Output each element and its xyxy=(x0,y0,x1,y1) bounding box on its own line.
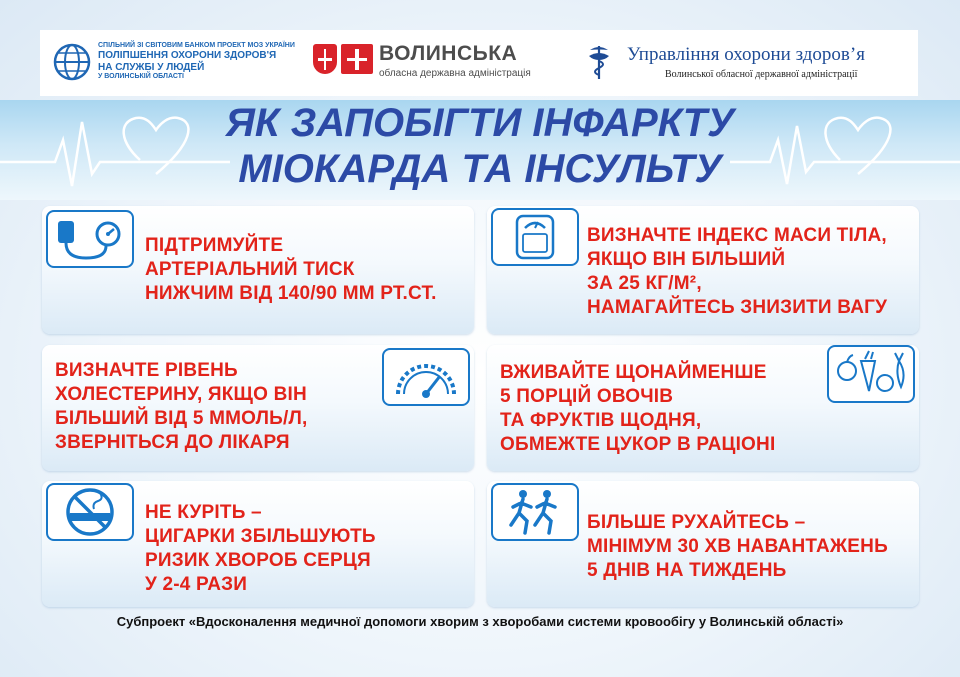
tip-line: МІНІМУМ 30 ХВ НАВАНТАЖЕНЬ xyxy=(587,536,888,557)
tip-card-cholesterol xyxy=(42,345,474,471)
tip-line: ОБМЕЖТЕ ЦУКОР В РАЦІОНІ xyxy=(500,434,776,455)
department-subtitle: Волинської обласної державної адміністрації xyxy=(665,69,858,80)
tip-text-vegetables xyxy=(500,361,775,457)
tip-line: 5 ПОРЦІЙ ОВОЧІВ xyxy=(500,386,674,407)
project-line-4: У ВОЛИНСЬКІЙ ОБЛАСТІ xyxy=(98,73,184,81)
tip-card-bmi xyxy=(487,206,919,334)
tip-card-smoking xyxy=(42,481,474,607)
page-title xyxy=(150,100,810,192)
administration-subtitle: обласна державна адміністрація xyxy=(379,68,531,79)
flag-cross-icon xyxy=(341,44,373,74)
department-title: Управління охорони здоров’я xyxy=(627,44,865,65)
project-line-1: СПІЛЬНИЙ ЗІ СВІТОВИМ БАНКОМ ПРОЕКТ МОЗ УКРАЇНИ xyxy=(98,42,295,49)
tip-line: У 2-4 РАЗИ xyxy=(145,574,248,595)
tip-text-blood-pressure xyxy=(145,234,437,306)
tip-text-cholesterol xyxy=(55,359,308,455)
blood-pressure-monitor-icon xyxy=(46,210,134,268)
tip-line: НАМАГАЙТЕСЬ ЗНИЗИТИ ВАГУ xyxy=(587,297,888,318)
tip-line: ХОЛЕСТЕРИНУ, ЯКЩО ВІН xyxy=(55,384,307,405)
coat-of-arms-icon xyxy=(313,44,337,74)
scale-icon xyxy=(491,208,579,266)
runners-icon xyxy=(491,483,579,541)
gauge-icon xyxy=(382,348,470,406)
world-bank-project-logo xyxy=(52,40,312,90)
health-department-logo xyxy=(585,44,915,88)
tip-line: ВИЗНАЧТЕ ІНДЕКС МАСИ ТІЛА, xyxy=(587,225,887,246)
tip-card-vegetables xyxy=(487,345,919,471)
tip-card-blood-pressure xyxy=(42,206,474,334)
subproject-footer: Субпроект «Вдосконалення медичної допомоги хворим з хворобами системи кровообігу у Волинській області» xyxy=(116,614,844,629)
caduceus-icon xyxy=(585,44,613,80)
tip-line: БІЛЬШИЙ ВІД 5 ММОЛЬ/Л, xyxy=(55,408,308,429)
header-logos xyxy=(40,30,918,96)
tip-line: ВЖИВАЙТЕ ЩОНАЙМЕНШЕ xyxy=(500,362,767,383)
volyn-administration-logo xyxy=(313,44,553,84)
administration-title: ВОЛИНСЬКА xyxy=(379,42,518,65)
tip-card-activity xyxy=(487,481,919,607)
tip-text-bmi xyxy=(587,224,887,320)
tip-line: ВИЗНАЧТЕ РІВЕНЬ xyxy=(55,360,238,381)
no-smoking-icon xyxy=(46,483,134,541)
project-name xyxy=(98,42,295,81)
tip-line: РИЗИК ХВОРОБ СЕРЦЯ xyxy=(145,550,371,571)
project-line-2: ПОЛІПШЕННЯ ОХОРОНИ ЗДОРОВ'Я xyxy=(98,50,277,62)
tip-line: ЗА 25 КГ/М², xyxy=(587,273,702,294)
project-line-3: НА СЛУЖБІ У ЛЮДЕЙ xyxy=(98,61,205,73)
fruits-vegetables-icon xyxy=(827,345,915,403)
tip-line: ЯКЩО ВІН БІЛЬШИЙ xyxy=(587,249,786,270)
tip-line: БІЛЬШЕ РУХАЙТЕСЬ – xyxy=(587,512,806,533)
tip-line: ТА ФРУКТІВ ЩОДНЯ, xyxy=(500,410,702,431)
title-line-2: МІОКАРДА ТА ІНСУЛЬТУ xyxy=(238,147,722,191)
tip-line: 5 ДНІВ НА ТИЖДЕНЬ xyxy=(587,560,787,581)
tip-line: ЗВЕРНІТЬСЯ ДО ЛІКАРЯ xyxy=(55,432,290,453)
title-line-1: ЯК ЗАПОБІГТИ ІНФАРКТУ xyxy=(225,101,735,145)
tip-line: ЦИГАРКИ ЗБІЛЬШУЮТЬ xyxy=(145,526,376,547)
tip-line: НИЖЧИМ ВІД 140/90 ММ РТ.СТ. xyxy=(145,283,437,304)
tip-text-activity xyxy=(587,511,888,583)
tip-text-smoking xyxy=(145,501,376,597)
globe-icon xyxy=(52,42,92,82)
tip-line: НЕ КУРІТЬ – xyxy=(145,502,262,523)
tip-line: ПІДТРИМУЙТЕ xyxy=(145,235,284,256)
tip-line: АРТЕРІАЛЬНИЙ ТИСК xyxy=(145,259,355,280)
